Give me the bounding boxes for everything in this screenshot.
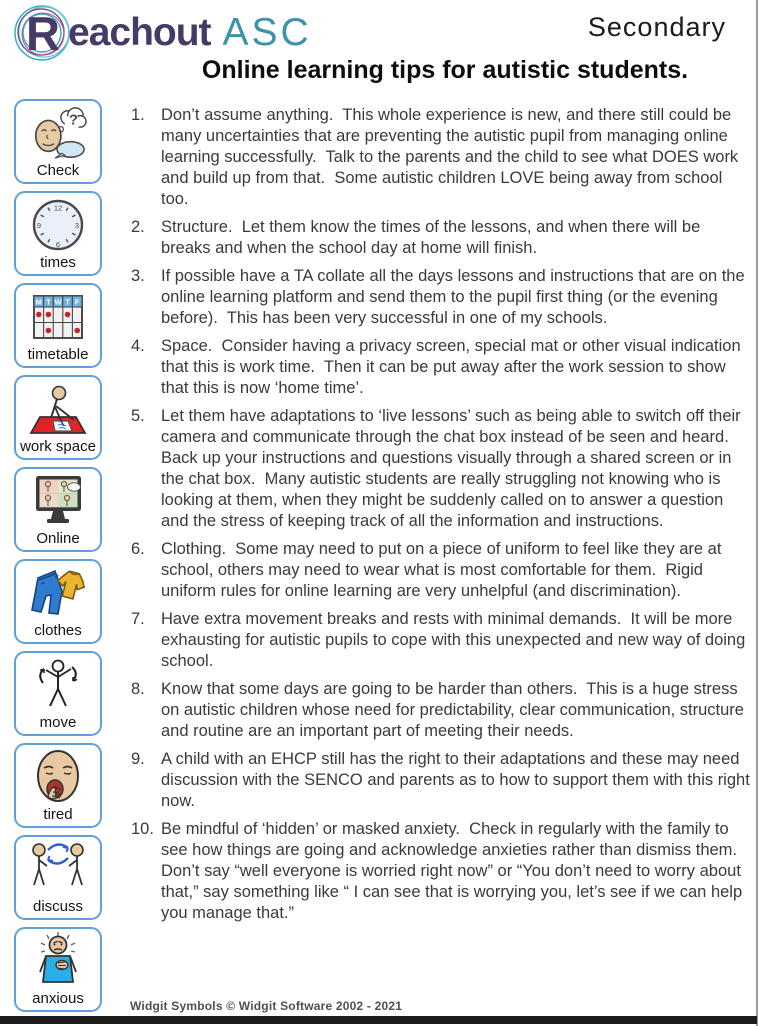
tip-text: Structure. Let them know the times of the lessons, and when there will be breaks and when the school day at home will finish. [161, 218, 705, 257]
symbol-card-discuss [14, 835, 102, 920]
tip-text: If possible have a TA collate all the days lessons and instructions that are on the online learning platform and send them to the pupil first thing (or the evening before). This has been very successful in one of my schools. [161, 267, 750, 327]
tip-text: Let them have adaptations to ‘live lessons’ such as being able to switch off their camera and communicate through the chat box instead of be seen and heard. Back up your instructions and questions visually through a shared screen or in the chat box. Many autistic students are really struggling not knowing who is looking at them, when they might be suddenly called on to answer a question and the stress of keeping track of all the information and instructions. [161, 407, 746, 530]
symbol-label: Online [36, 530, 80, 548]
tip-number: 1. [131, 106, 145, 124]
symbol-label: anxious [32, 990, 84, 1008]
tip-text: Know that some days are going to be harder than others. This is a huge stress on autistic children whose need for predictability, clear communication, structure and routine are an important part of meeting their needs. [161, 680, 749, 740]
symbol-label: move [39, 714, 77, 732]
svg-text:12: 12 [53, 203, 63, 213]
symbol-card-online [14, 467, 102, 552]
symbol-card-times [14, 191, 102, 276]
clock-icon [17, 195, 99, 255]
tip-item-3 [131, 266, 753, 329]
svg-text:?: ? [69, 112, 78, 129]
tip-item-4 [131, 336, 753, 399]
online-video-call-icon [17, 471, 99, 531]
symbol-card-check [14, 99, 102, 184]
symbol-label: timetable [27, 346, 89, 364]
tip-text: Have extra movement breaks and rests with minimal demands. It will be more exhausting for autistic pupils to cope with this unexpected and new way of doing school. [161, 610, 750, 670]
symbol-sidebar [14, 99, 102, 1012]
tip-item-9 [131, 749, 753, 812]
tip-number: 6. [131, 540, 145, 558]
symbol-card-work-space [14, 375, 102, 460]
symbol-label: clothes [34, 622, 82, 640]
svg-text:3: 3 [74, 221, 80, 231]
tip-text: A child with an EHCP still has the right to their adaptations and these may need discussion with the SENCO and parents as to how to support them with this right now. [161, 750, 755, 810]
symbol-card-timetable [14, 283, 102, 368]
clothes-icon [17, 563, 99, 623]
symbol-label: Check [36, 162, 80, 180]
page-title: Online learning tips for autistic students. [201, 56, 689, 84]
timetable-calendar-icon [17, 287, 99, 347]
tips-list [131, 105, 753, 931]
symbol-card-tired [14, 743, 102, 828]
tip-text: Don’t assume anything. This whole experience is new, and there still could be many uncertainties that are preventing the autistic pupil from managing online learning successfully. Talk to the parents and the child to see what DOES work and build up from that. Some autistic children LOVE being away from school too. [161, 106, 743, 208]
level-label: Secondary [587, 12, 726, 42]
svg-text:6: 6 [55, 240, 61, 250]
move-figure-icon [17, 655, 99, 715]
reachout-asc-logo [12, 4, 312, 62]
symbol-card-move [14, 651, 102, 736]
tip-item-1 [131, 105, 753, 210]
svg-text:F: F [74, 297, 80, 307]
tip-number: 10. [131, 820, 154, 838]
logo-brand-text: eachout [68, 11, 211, 54]
tip-item-7 [131, 609, 753, 672]
tired-yawn-icon [17, 747, 99, 807]
symbol-label: discuss [32, 898, 84, 916]
symbol-label: tired [43, 806, 73, 824]
tip-number: 5. [131, 407, 145, 425]
check-think-icon [17, 103, 99, 163]
symbol-card-anxious [14, 927, 102, 1012]
svg-text:9: 9 [36, 221, 42, 231]
tip-number: 8. [131, 680, 145, 698]
tip-item-6 [131, 539, 753, 602]
anxious-person-icon [17, 931, 99, 991]
tip-number: 2. [131, 218, 145, 236]
tip-text: Be mindful of ‘hidden’ or masked anxiety. Check in regularly with the family to see how things are going and acknowledge anxieties rather than dismiss them. Don’t say “well everyone is worried right now” or “You don’t need to worry about that,” say something like “ I can see that is worrying you, let’s see if we can help you manage that.” [161, 820, 747, 922]
svg-text:M: M [35, 297, 42, 307]
symbol-label: work space [20, 438, 96, 456]
tip-item-5 [131, 406, 753, 532]
tip-text: Clothing. Some may need to put on a piece of uniform to feel like they are at school, others may need to wear what is most comfortable for them. Rigid uniform rules for online learning are very unhelpful (and discrimination). [161, 540, 726, 600]
logo-letter-r: R [26, 7, 58, 60]
symbol-card-clothes [14, 559, 102, 644]
svg-text:T: T [65, 297, 70, 307]
tip-number: 3. [131, 267, 145, 285]
bottom-bar [0, 1016, 757, 1024]
logo-ring-mark [12, 2, 74, 64]
svg-text:W: W [54, 297, 62, 307]
tip-number: 7. [131, 610, 145, 628]
svg-text:T: T [46, 297, 51, 307]
logo-asc-text: ASC [222, 11, 312, 54]
tip-item-2 [131, 217, 753, 259]
tip-item-8 [131, 679, 753, 742]
tip-text: Space. Consider having a privacy screen, special mat or other visual indication that this is work time. Then it can be put away after the work session to show that this is now ‘home time’. [161, 337, 746, 397]
page-edge-line [756, 0, 758, 1026]
work-space-desk-icon [17, 379, 99, 439]
tip-item-10 [131, 819, 753, 924]
header [0, 0, 768, 96]
copyright-notice: Widgit Symbols © Widgit Software 2002 - 2021 [130, 999, 403, 1013]
tip-number: 9. [131, 750, 145, 768]
tip-number: 4. [131, 337, 145, 355]
discuss-people-icon [17, 839, 99, 899]
symbol-label: times [40, 254, 76, 272]
